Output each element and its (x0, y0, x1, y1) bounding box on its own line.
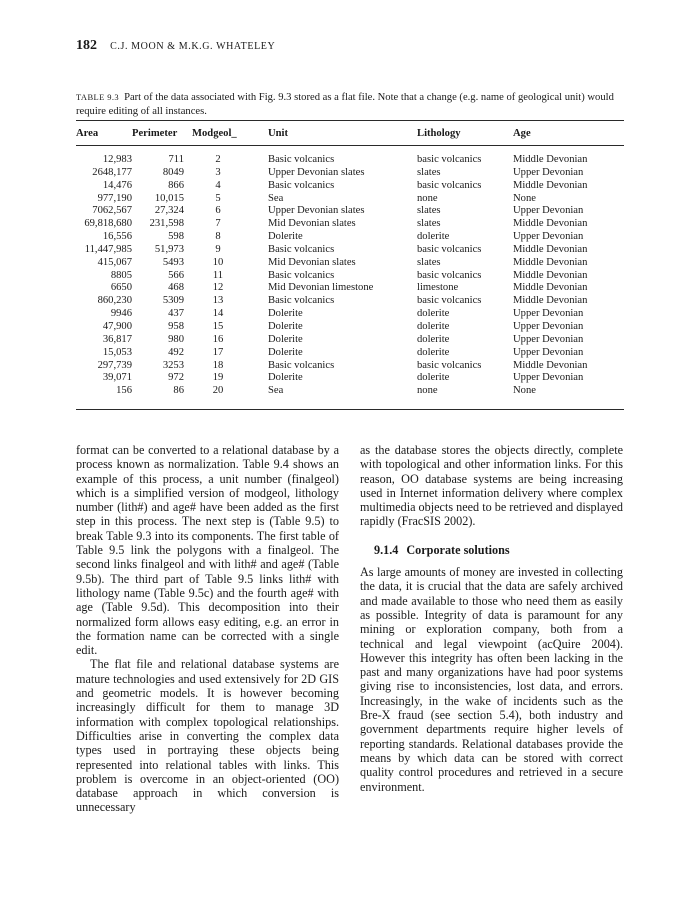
running-header-authors: C.J. MOON & M.K.G. WHATELEY (110, 41, 276, 52)
table-cell: Dolerite (268, 333, 303, 345)
table-cell: 9 (215, 243, 221, 255)
table-cell: 6650 (110, 282, 132, 294)
table-cell: dolerite (417, 308, 450, 320)
table-cell: 17 (212, 346, 224, 358)
table-cell: 15 (212, 320, 224, 332)
data-table (76, 122, 624, 398)
section-heading (360, 543, 623, 557)
table-cell: basic volcanics (417, 179, 482, 191)
table-row (76, 218, 624, 231)
table-cell: 860,230 (97, 295, 132, 307)
table-cell: slates (417, 256, 441, 268)
table-top-rule (76, 120, 624, 121)
table-row (76, 270, 624, 283)
table-cell: 598 (168, 231, 184, 243)
paragraph: As large amounts of money are invested in collecting the data, it is crucial that the data are safely archived and made available to those who need them as easily as possible. Integrity of data is paramount for any mining or exploration company, both from a technical and legal viewpoint (acQuire 2004). However this integrity has often been lacking in the past and many organizations have had poor systems giving rise to inconsistencies, lost data, and errors. Increasingly, in the wake of incidents such as the Bre-X fraud (see section 5.4), both industry and government departments require higher levels of reporting standards. Relational databases provide the means by which data can be stored with correct quality control procedures and retrieved in a secure environment. (360, 565, 623, 794)
column-header-unit: Unit (268, 127, 289, 139)
table-cell: basic volcanics (417, 359, 482, 371)
table-cell: Mid Devonian limestone (268, 282, 374, 294)
table-cell: 9946 (110, 308, 132, 320)
table-cell: 3253 (162, 359, 184, 371)
table-cell: 16,556 (102, 231, 132, 243)
column-header-perimeter: Perimeter (132, 127, 178, 139)
table-cell: None (513, 385, 536, 397)
table-cell: 51,973 (154, 243, 184, 255)
table-cell: 11 (212, 269, 224, 281)
table-cell: 47,900 (102, 320, 132, 332)
table-cell: 468 (168, 282, 184, 294)
table-cell: Mid Devonian slates (268, 256, 356, 268)
table-cell: basic volcanics (417, 269, 482, 281)
table-cell: Dolerite (268, 346, 303, 358)
paragraph: The flat file and relational database systems are mature technologies and used extensively for 2D GIS and geometric models. It is however becoming increasingly difficult for them to manage 3D information with complex topological relationships. Difficulties arise in converting the complex data types used in portraying these objects being represented into relational tables with links. This problem is overcome in an object-oriented (OO) database approach in which conversion is unnecessary (76, 657, 339, 815)
table-cell: Middle Devonian (513, 295, 588, 307)
table-cell: Upper Devonian (513, 346, 584, 358)
table-cell: 297,739 (97, 359, 132, 371)
table-cell: basic volcanics (417, 243, 482, 255)
table-cell: Upper Devonian slates (268, 205, 365, 217)
table-cell: basic volcanics (417, 295, 482, 307)
column-header-area: Area (76, 127, 99, 139)
table-cell: Middle Devonian (513, 179, 588, 191)
table-cell: limestone (417, 282, 459, 294)
table-cell: 8 (215, 231, 221, 243)
table-cell: 437 (168, 308, 184, 320)
table-cell: Middle Devonian (513, 218, 588, 230)
table-cell: Basic volcanics (268, 295, 335, 307)
table-cell: 14 (212, 308, 224, 320)
table-cell: 8805 (110, 269, 132, 281)
table-cell: Upper Devonian (513, 320, 584, 332)
table-row (76, 154, 624, 167)
paragraph: as the database stores the objects directly, complete with topological and other information links. For this reason, OO database systems are being increasing used in Internet information delivery where complex multimedia objects need to be retrieved and displayed rapidly (FracSIS 2002). (360, 443, 623, 529)
table-cell: Dolerite (268, 320, 303, 332)
table-row (76, 180, 624, 193)
table-cell: Basic volcanics (268, 269, 335, 281)
table-cell: Sea (268, 192, 284, 204)
table-cell: Upper Devonian (513, 166, 584, 178)
table-cell: 5 (215, 192, 221, 204)
table-cell: dolerite (417, 320, 450, 332)
table-cell: 972 (168, 372, 184, 384)
table-cell: 4 (215, 179, 221, 191)
table-row (76, 321, 624, 334)
table-bottom-rule (76, 409, 624, 410)
table-row (76, 334, 624, 347)
table-cell: Middle Devonian (513, 282, 588, 294)
table-cell: 566 (168, 269, 184, 281)
table-cell: 5493 (162, 256, 184, 268)
table-cell: basic volcanics (417, 154, 482, 165)
section-number: 9.1.4 (374, 542, 399, 557)
table-header-row (76, 122, 624, 144)
table-row (76, 295, 624, 308)
column-header-lithology: Lithology (417, 127, 461, 139)
table-label: TABLE 9.3 (76, 92, 120, 102)
table-cell: 27,324 (154, 205, 184, 217)
table-cell: 39,071 (102, 372, 132, 384)
table-cell: Middle Devonian (513, 359, 588, 371)
paragraph: format can be converted to a relational database by a process known as normalization. Table 9.4 shows an example of this process, a unit number (finalgeol) which is a simplified version of modgeol, lithology number (lith#) and age# have been added as the first step in this process. The next step is (Table 9.5) to break Table 9.3 into its components. The first table of Table 9.5 link the polygons with a finalgeol. The second links finalgeol and with lith# and age# (Table 9.5b). The third part of Table 9.5 links lith# with lithology name (Table 9.5c) and the fourth age# with age (Table 9.5d). This decomposition into their normalized form allows easy editing, e.g. an error in the formation name can be corrected with a single edit. (76, 443, 339, 658)
table-cell: 7062,567 (92, 205, 132, 217)
table-cell: 711 (168, 154, 184, 165)
section-title: Corporate solutions (406, 542, 510, 557)
table-cell: 5309 (162, 295, 184, 307)
table-cell: Middle Devonian (513, 269, 588, 281)
table-cell: dolerite (417, 372, 450, 384)
table-cell: 36,817 (102, 333, 132, 345)
column-header-age: Age (513, 127, 531, 139)
table-cell: none (417, 192, 438, 204)
table-cell: 415,067 (97, 256, 132, 268)
table-cell: slates (417, 218, 441, 230)
table-cell: Basic volcanics (268, 359, 335, 371)
table-cell: None (513, 192, 536, 204)
table-cell: slates (417, 166, 441, 178)
table-cell: 2 (215, 154, 221, 165)
table-cell: dolerite (417, 231, 450, 243)
table-cell: 12 (212, 282, 224, 294)
column-header-modgeol: Modgeol_ (192, 127, 237, 139)
table-cell: slates (417, 205, 441, 217)
table-row (76, 347, 624, 360)
table-cell: Basic volcanics (268, 179, 335, 191)
table-cell: dolerite (417, 333, 450, 345)
table-row (76, 385, 624, 398)
body-column-right (360, 443, 623, 794)
running-header (76, 38, 275, 54)
table-cell: 2648,177 (92, 166, 132, 178)
table-caption-text: Part of the data associated with Fig. 9.3 stored as a flat file. Note that a change (e.g. name of geological unit) would require editing of all instances. (76, 92, 614, 117)
table-cell: 7 (215, 218, 221, 230)
table-cell: Upper Devonian (513, 231, 584, 243)
table-body (76, 144, 624, 398)
table-cell: 866 (168, 179, 184, 191)
table-cell: 492 (168, 346, 184, 358)
table-row (76, 205, 624, 218)
table-row (76, 308, 624, 321)
table-cell: 15,053 (102, 346, 132, 358)
table-cell: 8049 (162, 166, 184, 178)
table-cell: 10,015 (154, 192, 184, 204)
table-cell: 6 (215, 205, 221, 217)
table-row (76, 231, 624, 244)
table-cell: Dolerite (268, 372, 303, 384)
table-cell: Middle Devonian (513, 243, 588, 255)
table-caption (76, 90, 624, 119)
table-cell: 958 (168, 320, 184, 332)
table-cell: 18 (212, 359, 224, 371)
table-cell: 69,818,680 (84, 218, 132, 230)
table-cell: 20 (212, 385, 224, 397)
table-cell: Basic volcanics (268, 243, 335, 255)
table-cell: Upper Devonian slates (268, 166, 365, 178)
table-row (76, 257, 624, 270)
table-cell: Upper Devonian (513, 205, 584, 217)
table-cell: 3 (215, 166, 221, 178)
table-row (76, 244, 624, 257)
body-column-left (76, 443, 339, 815)
table-cell: 980 (168, 333, 184, 345)
table-cell: Dolerite (268, 231, 303, 243)
table-cell: 13 (212, 295, 224, 307)
table-cell: Middle Devonian (513, 256, 588, 268)
page-number: 182 (76, 38, 97, 53)
table-cell: 11,447,985 (84, 243, 132, 255)
table-cell: 14,476 (102, 179, 132, 191)
table-cell: Dolerite (268, 308, 303, 320)
table-cell: 86 (173, 385, 184, 397)
table-cell: dolerite (417, 346, 450, 358)
table-cell: Middle Devonian (513, 154, 588, 165)
table-cell: 10 (212, 256, 224, 268)
table-row (76, 372, 624, 385)
table-cell: 19 (212, 372, 224, 384)
table-row (76, 282, 624, 295)
table-cell: 156 (116, 385, 132, 397)
table-row (76, 167, 624, 180)
table-row (76, 193, 624, 206)
table-cell: Mid Devonian slates (268, 218, 356, 230)
table-cell: 16 (212, 333, 224, 345)
table-row (76, 360, 624, 373)
table-cell: Upper Devonian (513, 372, 584, 384)
table-cell: 12,983 (102, 154, 132, 165)
table-cell: Sea (268, 385, 284, 397)
table-cell: Upper Devonian (513, 308, 584, 320)
table-cell: Basic volcanics (268, 154, 335, 165)
table-cell: 231,598 (149, 218, 184, 230)
table-cell: Upper Devonian (513, 333, 584, 345)
table-cell: 977,190 (97, 192, 132, 204)
table-cell: none (417, 385, 438, 397)
